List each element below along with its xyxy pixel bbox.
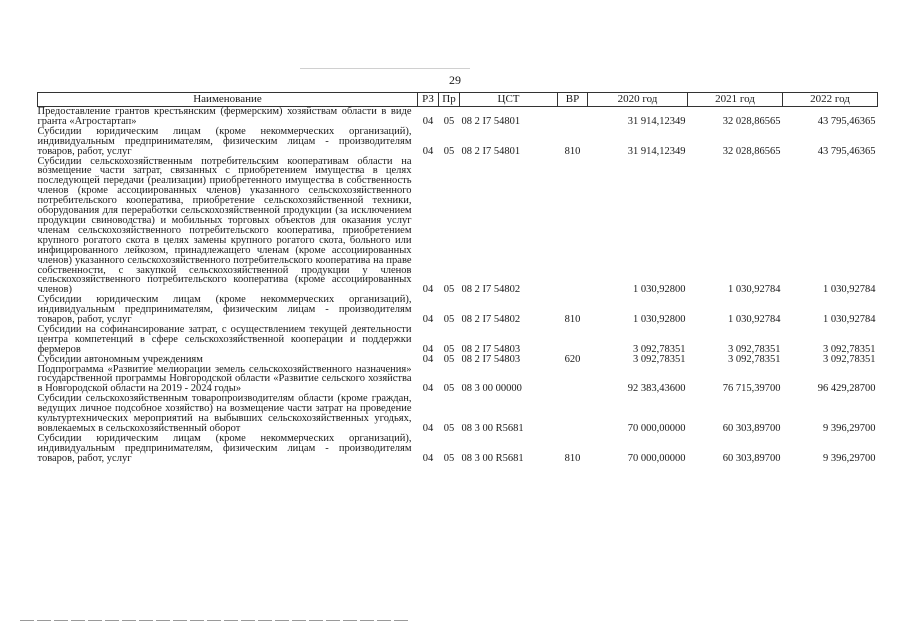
cell-y2021: 3 092,78351 [728, 343, 781, 355]
cell-y2020: 70 000,00000 [627, 423, 686, 434]
table-row [38, 325, 878, 355]
table-row [38, 434, 878, 464]
cell-name: Субсидии юридическим лицам (кроме некоммерческих организаций), индивидуальным предпринимателям, физическим лицам - производителям товаров, работ, услуг [37, 294, 412, 326]
cell-y2021: 3 092,78351 [728, 353, 781, 365]
cell-y2021: 76 715,39700 [722, 383, 781, 395]
cell-name: Подпрограмма «Развитие мелиорации земель сельскохозяйственного назначения» государственной программы Новгородской области «Развитие сельского хозяйства в Новгородской области на 2019 - 2024 годы» [37, 363, 412, 395]
header-2022: 2022 год [783, 93, 878, 107]
cell-rz: 04 [422, 343, 434, 355]
cell-pr: 05 [443, 284, 455, 296]
cell-y2020: 31 914,12349 [627, 115, 686, 127]
budget-table [37, 92, 878, 464]
cell-y2021: 60 303,89700 [722, 452, 781, 464]
cell-name: Субсидии юридическим лицам (кроме некоммерческих организаций), индивидуальным предпринимателям, физическим лицам - производителям товаров, работ, услуг [37, 125, 412, 157]
cell-name: Субсидии автономным учреждениям [37, 353, 203, 365]
cell-y2022: 43 795,46365 [817, 145, 876, 157]
header-cst: ЦСТ [460, 93, 558, 107]
cell-y2021: 32 028,86565 [722, 115, 781, 127]
bottom-rule [20, 620, 410, 621]
cell-y2020: 1 030,92800 [633, 284, 686, 296]
cell-y2020: 31 914,12349 [627, 145, 686, 157]
cell-vr: 810 [564, 145, 581, 157]
cell-y2022: 1 030,92784 [823, 314, 876, 326]
cell-y2020: 3 092,78351 [633, 343, 686, 355]
header-pr: Пр [439, 93, 460, 107]
page-number: 29 [449, 73, 461, 87]
cell-pr: 05 [443, 353, 455, 365]
cell-pr: 05 [443, 452, 455, 464]
cell-y2022: 96 429,28700 [817, 383, 876, 395]
table-row [38, 157, 878, 296]
cell-cst: 08 2 I7 54801 [461, 145, 521, 157]
cell-vr [558, 107, 588, 127]
table-header-row [38, 93, 878, 107]
table-row [38, 295, 878, 325]
cell-name: Предоставление грантов крестьянским (фермерским) хозяйствам области в виде гранта «Агростартап» [37, 106, 412, 127]
cell-pr: 05 [443, 383, 455, 395]
cell-name: Субсидии на софинансирование затрат, с осуществлением текущей деятельности центра компетенций в сфере сельскохозяйственной кооперации и поддержки фермеров [37, 323, 412, 355]
header-rz: РЗ [418, 93, 439, 107]
header-2020: 2020 год [588, 93, 688, 107]
cell-cst: 08 2 I7 54802 [461, 284, 521, 296]
cell-rz: 04 [422, 145, 434, 157]
cell-y2020: 3 092,78351 [633, 353, 686, 365]
cell-y2022: 3 092,78351 [823, 353, 876, 365]
cell-y2022: 43 795,46365 [817, 115, 876, 127]
top-rule [300, 68, 470, 69]
cell-rz: 04 [422, 284, 434, 296]
cell-rz: 04 [422, 353, 434, 365]
cell-y2021: 1 030,92784 [728, 314, 781, 326]
cell-rz: 04 [422, 383, 434, 395]
cell-y2020: 1 030,92800 [633, 314, 686, 326]
cell-name: Субсидии сельскохозяйственным потребительским кооперативам области на возмещение части затрат, связанных с приобретением имущества в целях последующей передачи (реализации) приобретенного имущества в собственность членов (кроме ассоциированных членов) указанного сельскохозяйственного потребительского кооператива, приобретение сельскохозяйственной техники, оборудования для переработки сельскохозяйственной продукции (за исключением продукции свиноводства) и мобильных торговых объектов для оказания услуг членам сельскохозяйственного потребительского кооператива, приобретением крупного рогатого скота в целях замены крупного рогатого скота, больного или инфицированного лейкозом, принадлежащего членам (кроме ассоциированных членов) указанного сельскохозяйственного потребительского кооператива на праве собственности, с закупкой сельскохозяйственной продукции у членов сельскохозяйственного потребительского кооператива (кроме ассоциированных членов) [37, 155, 412, 296]
cell-rz: 04 [422, 452, 434, 464]
cell-pr: 05 [443, 115, 455, 127]
cell-pr: 05 [443, 423, 455, 434]
cell-y2020: 70 000,00000 [627, 452, 686, 464]
table-row [38, 127, 878, 157]
cell-y2022: 9 396,29700 [823, 423, 876, 434]
cell-y2022: 3 092,78351 [823, 343, 876, 355]
cell-y2021: 60 303,89700 [722, 423, 781, 434]
cell-rz: 04 [422, 423, 434, 434]
cell-vr: 810 [564, 314, 581, 326]
cell-vr [558, 394, 588, 434]
cell-cst: 08 2 I7 54801 [461, 115, 521, 127]
header-2021: 2021 год [688, 93, 783, 107]
cell-pr: 05 [443, 145, 455, 157]
cell-y2022: 9 396,29700 [823, 452, 876, 464]
cell-rz: 04 [422, 115, 434, 127]
table-row [38, 107, 878, 127]
cell-pr: 05 [443, 314, 455, 326]
cell-vr [558, 365, 588, 395]
cell-vr [558, 325, 588, 355]
cell-rz: 04 [422, 314, 434, 326]
cell-cst: 08 3 00 R5681 [461, 423, 524, 434]
cell-cst: 08 2 I7 54802 [461, 314, 521, 326]
cell-name: Субсидии сельскохозяйственным товаропроизводителям области (кроме граждан, ведущих личное подсобное хозяйство) на возмещение части затрат на проведение культуртехнических мероприятий на выбывших сельскохозяйственных угодьях, вовлекаемых в сельскохозяйственный оборот [37, 393, 412, 434]
table-row [38, 394, 878, 434]
cell-y2022: 1 030,92784 [823, 284, 876, 296]
header-name: Наименование [38, 93, 418, 107]
cell-y2021: 1 030,92784 [728, 284, 781, 296]
cell-cst: 08 3 00 R5681 [461, 452, 524, 464]
cell-cst: 08 2 I7 54803 [461, 353, 521, 365]
header-vr: ВР [558, 93, 588, 107]
cell-vr [558, 157, 588, 296]
cell-y2020: 92 383,43600 [627, 383, 686, 395]
cell-vr: 810 [564, 452, 581, 464]
cell-vr: 620 [564, 353, 581, 365]
cell-cst: 08 2 I7 54803 [461, 343, 521, 355]
table-body [38, 107, 878, 464]
cell-cst: 08 3 00 00000 [461, 383, 522, 395]
cell-name: Субсидии юридическим лицам (кроме некоммерческих организаций), индивидуальным предпринимателям, физическим лицам - производителям товаров, работ, услуг [37, 432, 412, 464]
cell-y2021: 32 028,86565 [722, 145, 781, 157]
cell-pr: 05 [443, 343, 455, 355]
table-row [38, 365, 878, 395]
